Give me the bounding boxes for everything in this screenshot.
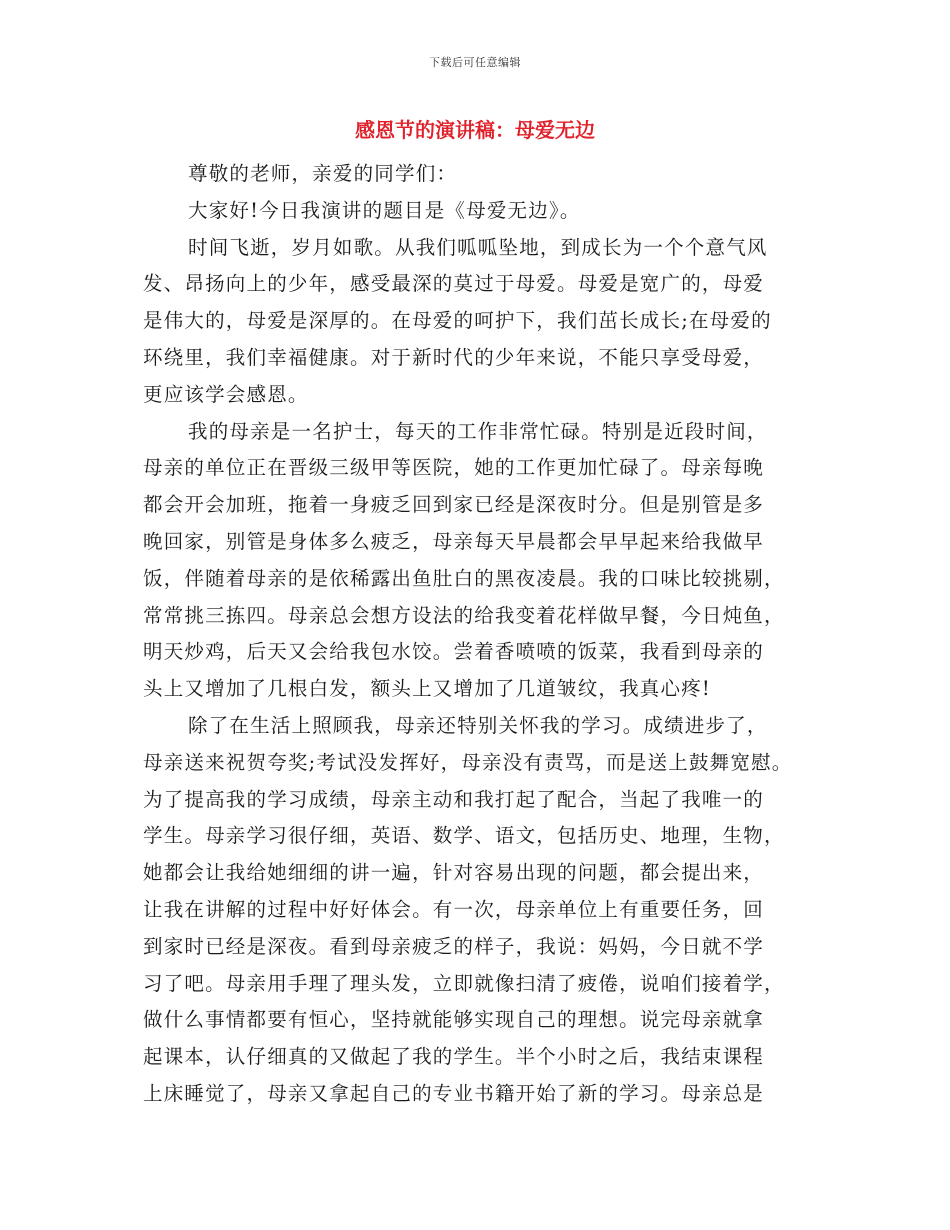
- text-line: 母亲送来祝贺夸奖;考试没发挥好，母亲没有责骂，而是送上鼓舞宽慰。: [143, 750, 793, 774]
- text-line: 学生。母亲学习很仔细，英语、数学、语文，包括历史、地理，生物，: [143, 824, 785, 848]
- text-line: 时间飞逝，岁月如歌。从我们呱呱坠地，到成长为一个个意气风: [188, 235, 768, 259]
- text-line: 除了在生活上照顾我，母亲还特别关怀我的学习。成绩进步了，: [188, 713, 768, 737]
- text-line: 是伟大的，母爱是深厚的。在母爱的呵护下，我们茁长成长;在母爱的: [143, 309, 772, 333]
- text-line: 母亲的单位正在晋级三级甲等医院，她的工作更加忙碌了。母亲每晚: [143, 456, 765, 480]
- text-line: 明天炒鸡，后天又会给我包水饺。尝着香喷喷的饭菜，我看到母亲的: [143, 640, 765, 664]
- text-line: 到家时已经是深夜。看到母亲疲乏的样子，我说：妈妈，今日就不学: [143, 934, 765, 958]
- text-line: 为了提高我的学习成绩，母亲主动和我打起了配合，当起了我唯一的: [143, 787, 765, 811]
- text-line: 习了吧。母亲用手理了理头发，立即就像扫清了疲倦，说咱们接着学，: [143, 971, 785, 995]
- text-line: 让我在讲解的过程中好好体会。有一次，母亲单位上有重要任务，回: [143, 897, 765, 921]
- text-line: 做什么事情都要有恒心，坚持就能够实现自己的理想。说完母亲就拿: [143, 1008, 765, 1032]
- text-line: 常常挑三拣四。母亲总会想方设法的给我变着花样做早餐，今日炖鱼，: [143, 603, 785, 627]
- document-title: 感恩节的演讲稿：母爱无边: [355, 118, 595, 142]
- text-line: 起课本，认仔细真的又做起了我的学生。半个小时之后，我结束课程: [143, 1045, 765, 1069]
- text-line: 大家好!今日我演讲的题目是《母爱无边》。: [188, 198, 581, 222]
- header-note: 下载后可任意编辑: [429, 56, 521, 69]
- text-line: 我的母亲是一名护士，每天的工作非常忙碌。特别是近段时间，: [188, 419, 768, 443]
- text-line: 晚回家，别管是身体多么疲乏，母亲每天早晨都会早早起来给我做早: [143, 529, 765, 553]
- text-line: 饭，伴随着母亲的是依稀露出鱼肚白的黑夜凌晨。我的口味比较挑剔，: [143, 566, 785, 590]
- text-line: 环绕里，我们幸福健康。对于新时代的少年来说，不能只享受母爱，: [143, 345, 765, 369]
- text-line: 尊敬的老师，亲爱的同学们：: [188, 162, 458, 185]
- text-line: 上床睡觉了，母亲又拿起自己的专业书籍开始了新的学习。母亲总是: [143, 1081, 765, 1105]
- text-line: 都会开会加班，拖着一身疲乏回到家已经是深夜时分。但是别管是多: [143, 493, 765, 517]
- text-line: 发、昂扬向上的少年，感受最深的莫过于母爱。母爱是宽广的，母爱: [143, 272, 765, 296]
- text-line: 她都会让我给她细细的讲一遍，针对容易出现的问题，都会提出来，: [143, 861, 765, 885]
- text-line: 更应该学会感恩。: [143, 382, 309, 406]
- text-line: 头上又增加了几根白发，额头上又增加了几道皱纹，我真心疼!: [143, 677, 711, 701]
- speech-body: [143, 156, 823, 1113]
